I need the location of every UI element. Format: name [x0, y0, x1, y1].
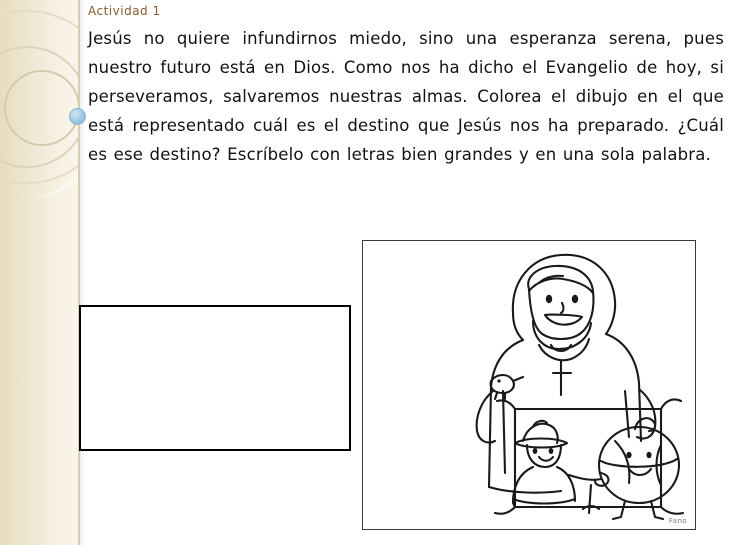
illustration-signature: Fano [669, 517, 687, 525]
band-shadow [80, 0, 85, 545]
illustration-frame [362, 240, 696, 530]
blue-dot-icon [69, 108, 86, 125]
illustration-drawing [363, 241, 693, 527]
ring-icon-inner [4, 70, 80, 146]
activity-label: Actividad 1 [88, 4, 161, 18]
left-decorative-band [0, 0, 80, 545]
body-paragraph: Jesús no quiere infundirnos miedo, sino una esperanza serena, pues nuestro futuro está en Dios. Como nos ha dicho el Evangelio de hoy, si perseveramos, salvaremos nuestras almas. Colorea el dibujo en el que está representado cuál es el destino que Jesús nos ha preparado. ¿Cuál es ese destino? Escríbelo con letras bien grandes y en una sola palabra. [88, 29, 724, 164]
answer-box[interactable] [79, 305, 351, 451]
